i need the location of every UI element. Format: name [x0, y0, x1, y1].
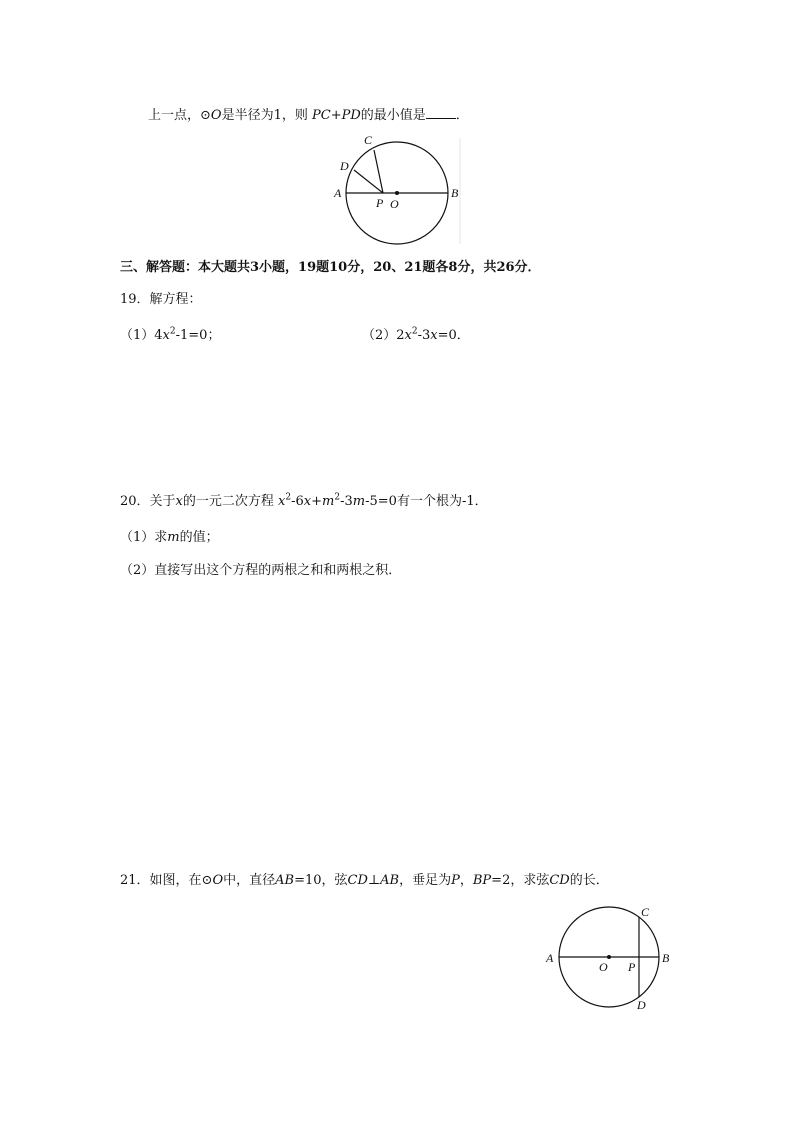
fig2-label-o: O — [599, 960, 608, 974]
q20-s1: 20．关于 — [120, 494, 176, 509]
fig2-label-a: A — [546, 951, 554, 965]
q18-end: ． — [455, 108, 469, 123]
q21-o: O — [212, 873, 224, 888]
q19-p2-x2: x — [430, 328, 438, 343]
q20-eq-sup1: 2 — [285, 492, 292, 503]
q21-s3: =10，弦 — [294, 873, 348, 888]
q21-s5: ， — [459, 873, 473, 888]
q19-p2-prefix: （2）2 — [362, 328, 405, 343]
q18-prefix: 上一点，⊙ — [148, 108, 211, 123]
q18-suffix: 的最小值是 — [360, 108, 426, 123]
q20-eq-d: -5=0 — [365, 494, 397, 509]
q19-p2-sup: 2 — [411, 326, 418, 337]
q20-s3: 有一个根为-1． — [396, 494, 488, 509]
q20-p1-m: m — [167, 530, 180, 545]
q20-x: x — [175, 494, 183, 509]
q21-stem — [120, 873, 609, 889]
figure-circle-2 — [540, 900, 680, 1016]
q19-stem: 19．解方程： — [120, 292, 202, 307]
figure-circle-1 — [330, 128, 470, 250]
answer-blank — [426, 106, 456, 119]
q20-eq-c: -3 — [340, 494, 353, 509]
q20-p1-b: 的值； — [179, 530, 219, 545]
q21-cd: CD — [347, 873, 368, 888]
q20-part-1 — [120, 530, 219, 546]
q21-s4: ，垂足为 — [399, 873, 452, 888]
q18-expr: PC+PD — [312, 108, 361, 123]
q20-eq-x: x — [278, 494, 286, 509]
q21-s7: 的长． — [569, 873, 609, 888]
q20-eq-b: + — [311, 494, 323, 509]
q21-perp: ⊥ — [367, 873, 381, 888]
q19-p1-rest: -1=0； — [175, 328, 221, 343]
fig2-label-d: D — [637, 998, 646, 1012]
q20-p1-a: （1）求 — [120, 530, 168, 545]
q21-ab: AB — [275, 873, 295, 888]
fig2-label-c: C — [641, 905, 650, 919]
q21-s2: 中，直径 — [223, 873, 276, 888]
q18-text — [148, 106, 469, 124]
q20-eq-a: -6 — [291, 494, 304, 509]
q19-p2-mid: -3 — [417, 328, 431, 343]
q20-stem — [120, 494, 488, 510]
fig1-label-d: D — [340, 159, 349, 173]
q19-p1-prefix: （1）4 — [120, 328, 163, 343]
fig2-center-dot — [607, 955, 611, 959]
q19-part-1 — [120, 328, 220, 344]
q19-p1-x: x — [162, 328, 170, 343]
q19-p2-x: x — [404, 328, 412, 343]
q20-eq-m: m — [322, 494, 335, 509]
fig2-label-b: B — [662, 951, 670, 965]
fig1-label-o: O — [390, 197, 399, 211]
q21-bp: BP — [472, 873, 492, 888]
q21-ab2: AB — [380, 873, 400, 888]
q20-s2: 的一元二次方程 — [182, 494, 274, 509]
q21-s1: 21．如图，在⊙ — [120, 873, 213, 888]
q20-eq-m2: m — [352, 494, 366, 509]
q18-o: O — [210, 108, 222, 123]
fig2-label-p: P — [628, 960, 636, 974]
fig1-label-c: C — [364, 133, 373, 147]
q20-eq-sup2: 2 — [334, 492, 341, 503]
q21-cd2: CD — [549, 873, 570, 888]
fig1-label-p: P — [376, 196, 384, 210]
q20-part-2: （2）直接写出这个方程的两根之和和两根之积． — [120, 563, 402, 578]
section-3-heading: 三、解答题：本大题共3小题，19题10分，20、21题各8分，共26分． — [120, 260, 541, 275]
fig1-label-b: B — [451, 186, 459, 200]
q21-p: P — [451, 873, 460, 888]
q19-p1-sup: 2 — [169, 326, 176, 337]
q19-p2-rest: =0． — [437, 328, 470, 343]
fig1-center-dot — [395, 191, 399, 195]
q20-eq-x2: x — [303, 494, 312, 509]
q19-part-2 — [362, 328, 470, 344]
q18-mid: 是半径为1，则 — [221, 108, 308, 123]
q21-s6: =2，求弦 — [491, 873, 550, 888]
fig1-label-a: A — [334, 186, 342, 200]
